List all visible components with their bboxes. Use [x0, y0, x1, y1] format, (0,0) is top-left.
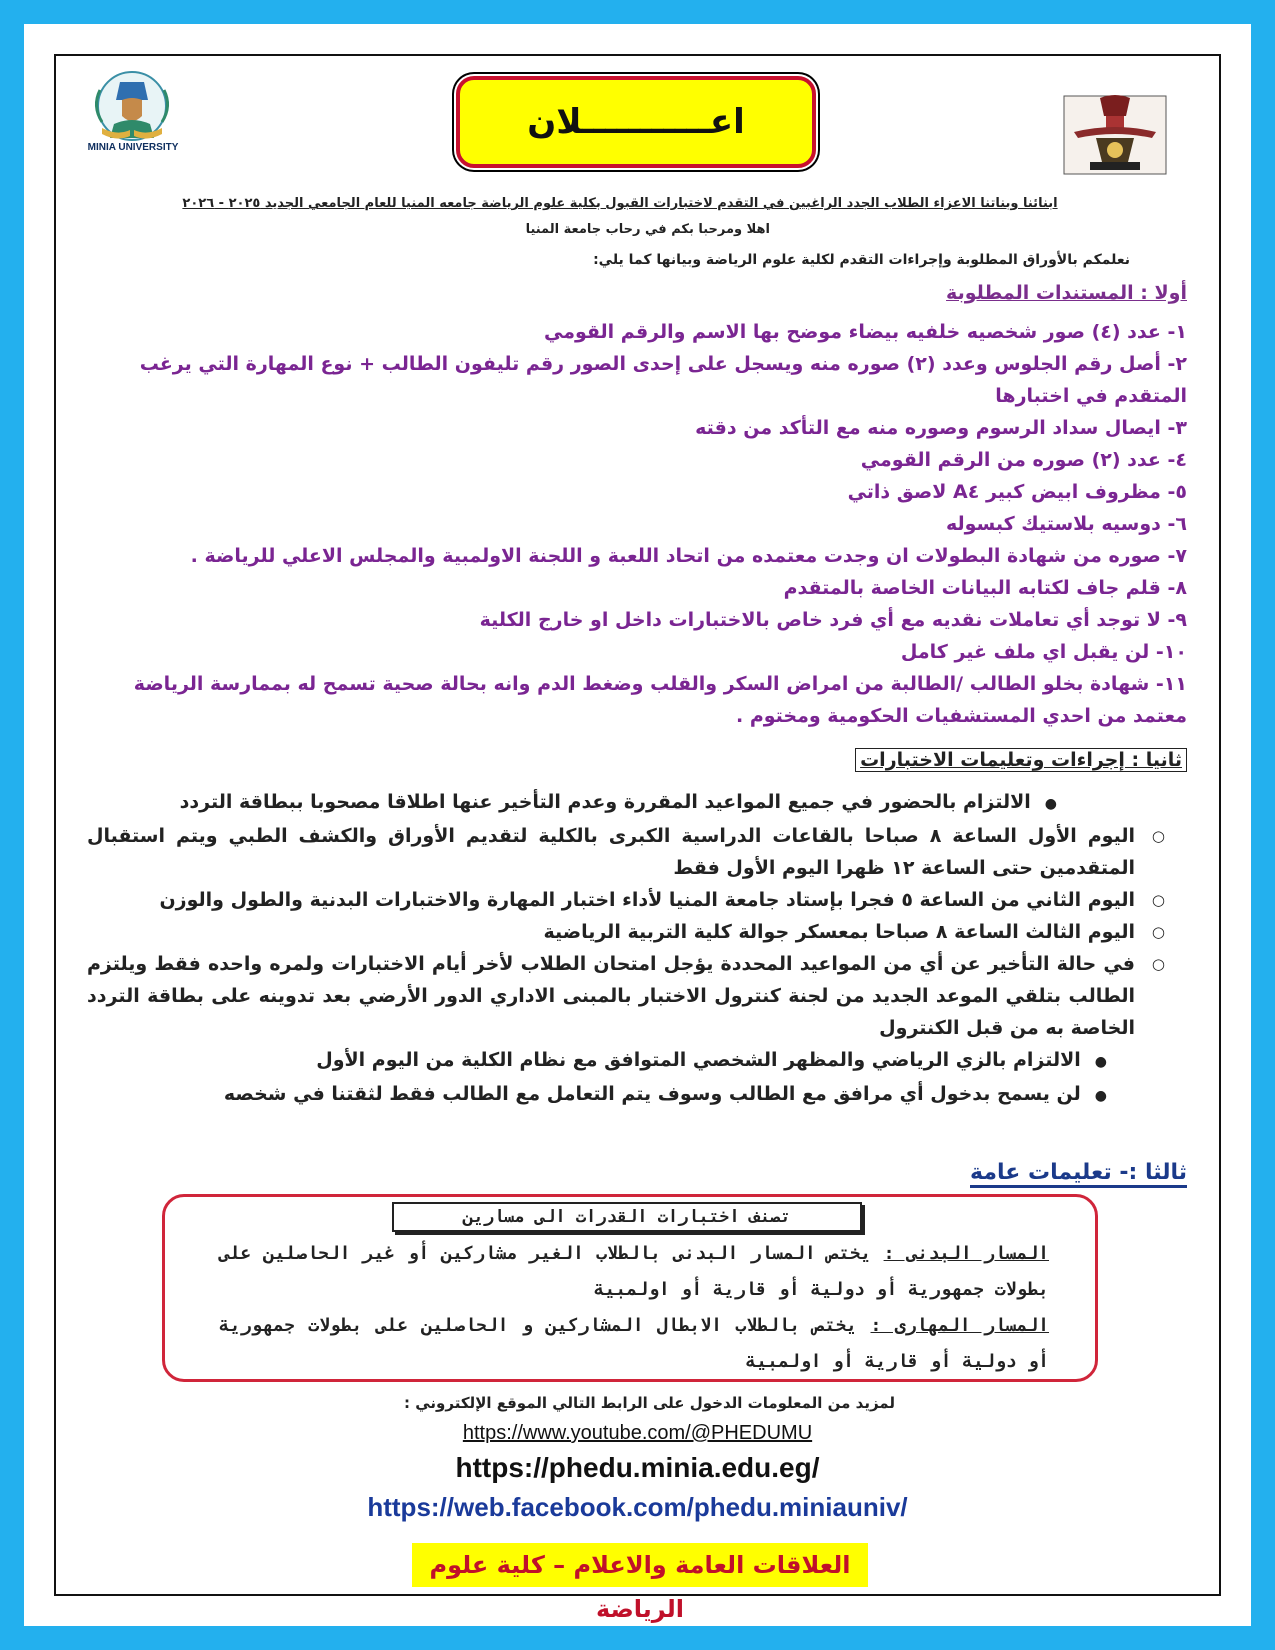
section1-heading: أولا : المستندات المطلوبة [946, 282, 1187, 304]
rule-sub-item [87, 884, 1187, 916]
youtube-link-row [0, 1422, 1275, 1445]
skill-track-text: يختص بالطلاب الابطال المشاركين و الحاصلين على بطولات جمهورية أو دولية أو قارية أو اولمبية [219, 1315, 1049, 1372]
list-item: ٨- قلم جاف لكتابه البيانات الخاصة بالمتقدم [783, 577, 1187, 599]
list-item: ١٠- لن يقبل اي ملف غير كامل [900, 641, 1187, 663]
intro-welcome: اهلا ومرحبا بكم في رحاب جامعة المنيا [525, 222, 770, 237]
rule-text: الالتزام بالزي الرياضي والمظهر الشخصي المتوافق مع نظام الكلية من اليوم الأول [316, 1049, 1081, 1071]
list-item: ٢- أصل رقم الجلوس وعدد (٢) صوره منه ويسجل على إحدى الصور رقم تليفون الطالب + نوع المهارة التي يرغب المتقدم في اختبارها [139, 353, 1187, 407]
facebook-link[interactable]: https://web.facebook.com/phedu.miniauniv/ [367, 1492, 908, 1522]
announcement-title-box [456, 76, 816, 168]
intro-greeting-text: ابنائنا وبناتنا الاعزاء الطلاب الجدد الراغبين في التقدم لاختبارات القبول بكلية علوم الرياضة جامعه المنيا للعام الجامعي الجديد ٢٠٢٥ - ٢٠٢٦ [182, 196, 1058, 211]
bullet-icon: ● [1094, 1088, 1107, 1104]
tracks-title: تصنف اختبارات القدرات الى مسارين [392, 1202, 862, 1232]
skill-track-label: المسار المهارى : [870, 1315, 1050, 1336]
list-item: ١- عدد (٤) صور شخصيه خلفيه بيضاء موضح بها الاسم والرقم القومي [543, 321, 1187, 343]
list-item: ٩- لا توجد أي تعاملات نقديه مع أي فرد خاص بالاختبارات داخل او خارج الكلية [479, 609, 1187, 631]
rule-sub-text: اليوم الثالث الساعة ٨ صباحا بمعسكر جوالة كلية التربية الرياضية [543, 921, 1135, 943]
website-link[interactable]: https://phedu.minia.edu.eg/ [455, 1452, 820, 1483]
rule-sub-item [87, 820, 1187, 884]
announcement-title: اعـــــــــــلان [527, 102, 745, 142]
intro-greeting [120, 196, 1120, 211]
circle-bullet-icon: ○ [1151, 955, 1165, 973]
bullet-icon: ● [1044, 796, 1057, 812]
department-footer: العلاقات العامة والاعلام – كلية علوم الرياضة [412, 1543, 868, 1587]
list-item: ٦- دوسيه بلاستيك كبسوله [945, 513, 1187, 535]
list-item: ٥- مظروف ابيض كبير A٤ لاصق ذاتي [847, 481, 1187, 503]
exam-rules [87, 786, 1187, 1112]
rule-sub-item [87, 916, 1187, 948]
rule-bullet [87, 1044, 1187, 1078]
minia-university-logo-icon [72, 66, 192, 170]
rule-text: الالتزام بالحضور في جميع المواعيد المقررة وعدم التأخير عنها اطلاقا مصحوبا ببطاقة التردد [179, 791, 1031, 813]
physical-track-label: المسار البدنى : [883, 1243, 1050, 1264]
circle-bullet-icon: ○ [1151, 827, 1165, 845]
list-item: ٣- ايصال سداد الرسوم وصوره منه مع التأكد من دقته [695, 417, 1187, 439]
rule-sub-text: اليوم الأول الساعة ٨ صباحا بالقاعات الدراسية الكبرى بالكلية لتقديم الأوراق والكشف الطبي ويتم استقبال المتقدمين حتى الساعة ١٢ ظهرا اليوم الأول فقط [87, 825, 1135, 879]
list-item: ٧- صوره من شهادة البطولات ان وجدت معتمده من اتحاد اللعبة و اللجنة الاولمبية والمجلس الاعلي للرياضة . [190, 545, 1187, 567]
more-info-text: لمزيد من المعلومات الدخول على الرابط التالي الموقع الإلكتروني : [404, 1394, 895, 1412]
physical-track-text: يختص المسار البدنى بالطلاب الغير مشاركين أو غير الحاصلين على بطولات جمهورية أو دولية أو قارية أو اولمبية [219, 1243, 1049, 1300]
list-item: ١١- شهادة بخلو الطالب /الطالبة من امراض السكر والقلب وضغط الدم وانه بحالة صحية تسمح له بممارسة الرياضة معتمد من احدي المستشفيات الحكومية ومختوم . [133, 673, 1187, 727]
list-item: ٤- عدد (٢) صوره من الرقم القومي [860, 449, 1187, 471]
section3-heading: ثالثا :- تعليمات عامة [970, 1160, 1187, 1188]
youtube-link[interactable]: https://www.youtube.com/@PHEDUMU [462, 1422, 813, 1444]
section2-heading: ثانيا : إجراءات وتعليمات الاختبارات [855, 748, 1187, 772]
rule-bullet [87, 1078, 1187, 1112]
faculty-of-sports-logo-icon [1060, 92, 1170, 178]
rule-text: لن يسمح بدخول أي مرافق مع الطالب وسوف يتم التعامل مع الطالب فقط لثقتنا في شخصه [223, 1083, 1081, 1105]
circle-bullet-icon: ○ [1151, 923, 1165, 941]
intro-notice: نعلمكم بالأوراق المطلوبة وإجراءات التقدم لكلية علوم الرياضة وبيانها كما يلي: [593, 252, 1130, 268]
rule-sub-text: اليوم الثاني من الساعة ٥ فجرا بإستاد جامعة المنيا لأداء اختبار المهارة والاختبارات البدنية والطول والوزن [159, 889, 1135, 911]
required-documents-list [87, 316, 1187, 732]
logo-caption: MINIA UNIVERSITY [87, 142, 179, 153]
rule-bullet [87, 786, 1187, 820]
tracks-description [219, 1236, 1049, 1380]
rule-sub-item [87, 948, 1187, 1044]
bullet-icon: ● [1094, 1054, 1107, 1070]
circle-bullet-icon: ○ [1151, 891, 1165, 909]
rule-sub-text: في حالة التأخير عن أي من المواعيد المحددة يؤجل امتحان الطلاب لأخر أيام الاختبارات ولمره واحده فقط ويلتزم الطالب بتلقي الموعد الجديد من لجنة كنترول الاختبار بالمبنى الاداري الدور الأرضي بعد تدوينه على بطاقة التردد الخاصة به من قبل الكنترول [87, 953, 1135, 1039]
